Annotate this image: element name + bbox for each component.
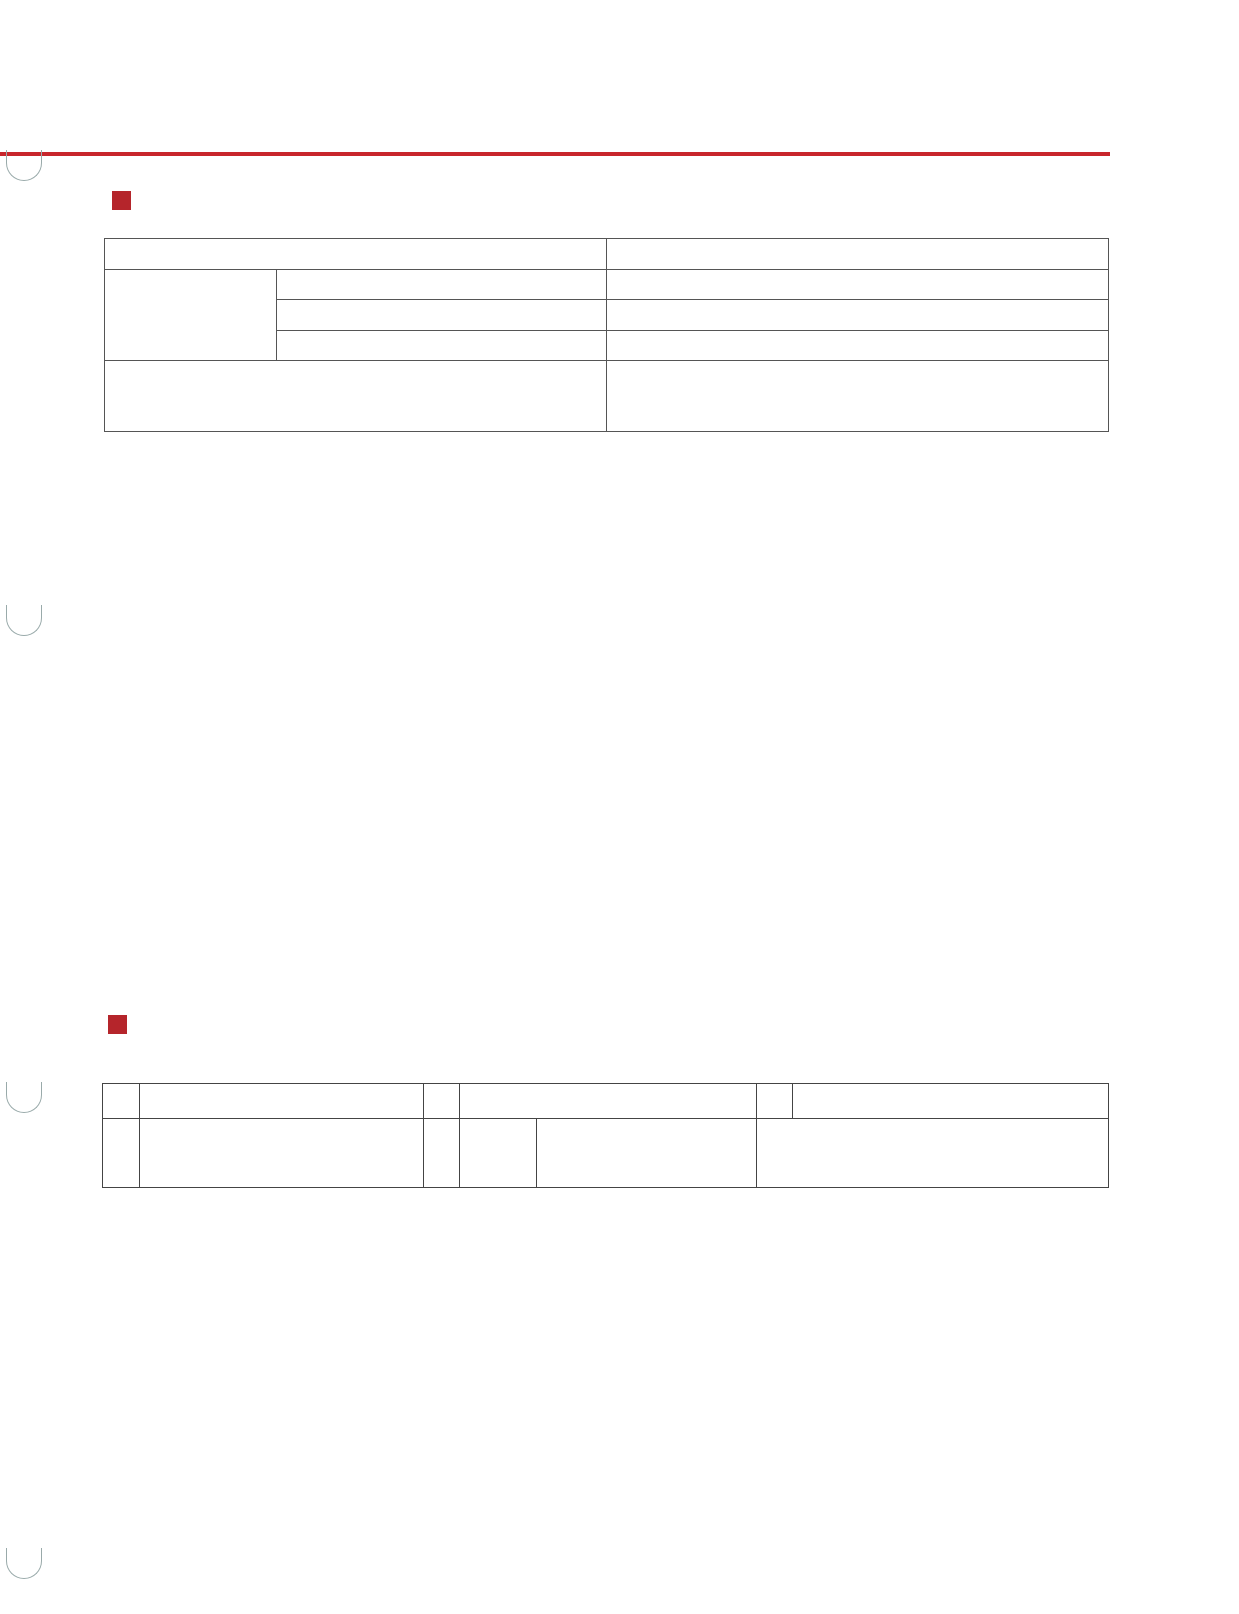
alt-header bbox=[103, 1084, 140, 1119]
notes bbox=[756, 1119, 1108, 1188]
emc-label bbox=[105, 361, 607, 432]
alt-header bbox=[756, 1084, 793, 1119]
alt-header bbox=[423, 1084, 460, 1119]
note-label bbox=[537, 1119, 755, 1187]
desc-header bbox=[139, 1084, 423, 1119]
spec-sub-zh bbox=[394, 269, 606, 300]
spec-sub-data bbox=[606, 330, 1109, 361]
spec-sub-en bbox=[276, 300, 394, 331]
spec-sub-zh bbox=[394, 300, 606, 331]
certification-logos bbox=[118, 38, 122, 92]
nonuse-label bbox=[460, 1119, 537, 1187]
section-bullet-icon bbox=[108, 1015, 127, 1034]
desc-header bbox=[793, 1084, 1109, 1119]
punch-hole bbox=[6, 1548, 42, 1579]
header-divider bbox=[0, 152, 1110, 156]
punch-hole bbox=[6, 605, 42, 636]
spec-header-col2 bbox=[606, 239, 1109, 270]
control-output-label bbox=[105, 269, 277, 361]
emc-data bbox=[606, 361, 1109, 432]
alarm-diagram bbox=[139, 1119, 423, 1188]
section-bullet-icon bbox=[112, 191, 131, 210]
alarm-table bbox=[102, 1083, 1109, 1188]
spec-table bbox=[104, 238, 1109, 432]
spec-sub-en bbox=[276, 330, 394, 361]
nonuse-cell bbox=[460, 1119, 756, 1188]
alt-number bbox=[103, 1119, 140, 1188]
alt-number bbox=[423, 1119, 460, 1188]
spec-sub-data bbox=[606, 300, 1109, 331]
spec-heading bbox=[112, 184, 143, 220]
desc-header bbox=[460, 1084, 756, 1119]
punch-hole bbox=[6, 1082, 42, 1113]
spec-sub-zh bbox=[394, 330, 606, 361]
spec-sub-en bbox=[276, 269, 394, 300]
spec-sub-data bbox=[606, 269, 1109, 300]
spec-header-col1 bbox=[105, 239, 607, 270]
alarm-heading bbox=[108, 1008, 139, 1044]
punch-hole bbox=[6, 150, 42, 181]
